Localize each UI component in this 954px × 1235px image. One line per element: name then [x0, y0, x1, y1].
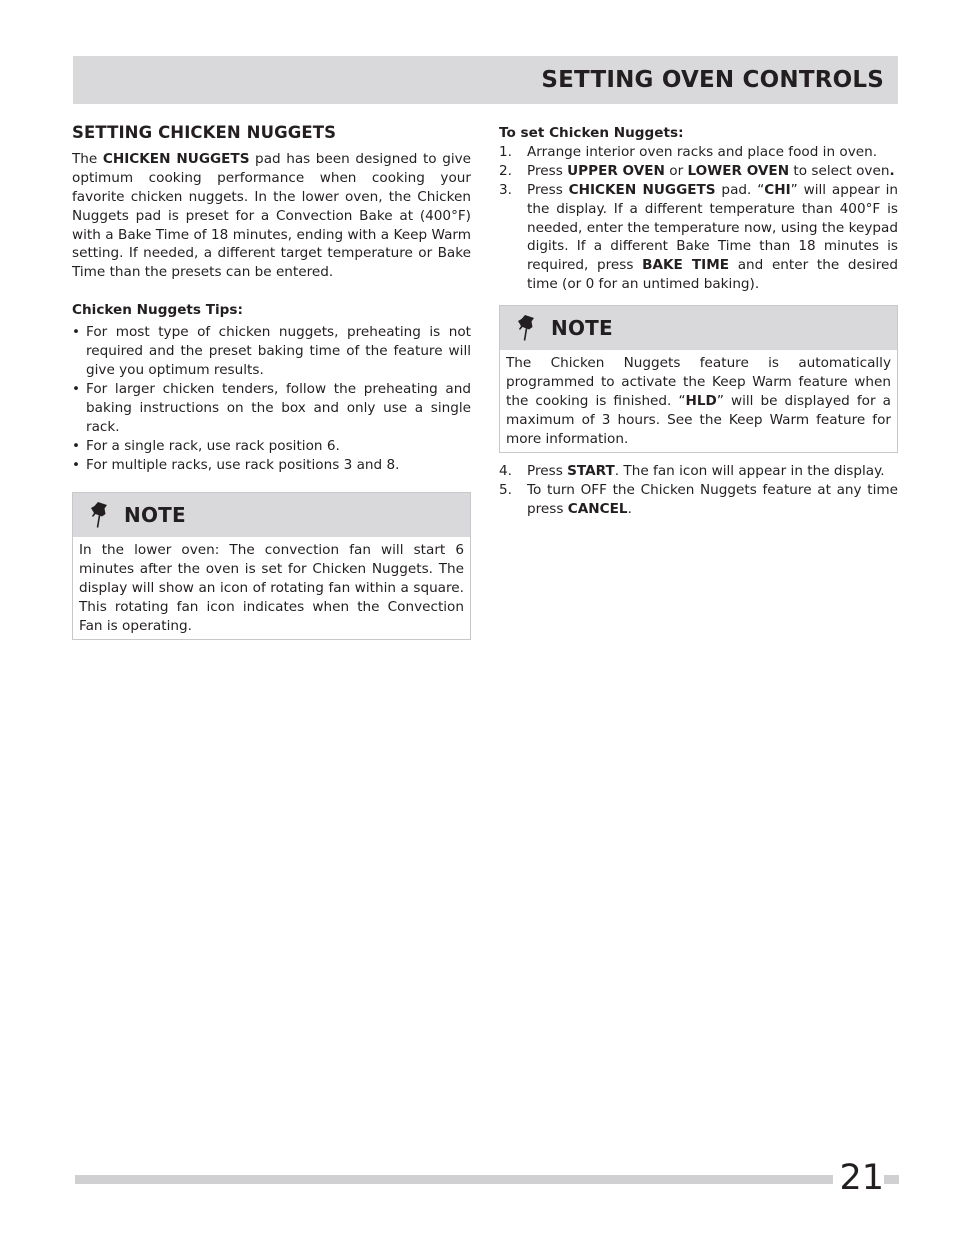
step-display-chi: CHI: [764, 181, 791, 198]
step-text: Press: [527, 162, 568, 179]
pushpin-icon: [516, 314, 538, 342]
step-text: pad. “: [715, 181, 765, 198]
list-item: • For larger chicken tenders, follow the preheating and baking instructions on the box and only use a single rack.: [72, 380, 471, 437]
step-text: Press: [527, 462, 568, 479]
list-item: [499, 162, 898, 181]
step-text: or: [664, 162, 688, 179]
steps-list: [499, 143, 898, 294]
note-header: [500, 306, 897, 350]
step-key-chicken-nuggets: CHICKEN NUGGETS: [568, 181, 716, 198]
list-item: • For multiple racks, use rack positions 3 and 8.: [72, 456, 471, 475]
step-number: 5.: [499, 481, 512, 498]
left-column: [72, 120, 471, 640]
note-display-hld: HLD: [685, 392, 717, 409]
step-text: ” will appear in the display. If a different temperature than 400°F is needed, enter the temperature now, using the keypad digits. If a different Bake Time than 18 minutes is required, press: [527, 181, 898, 274]
steps-list-continued: [499, 462, 898, 519]
footer-bar: [75, 1175, 899, 1184]
section-title: SETTING CHICKEN NUGGETS: [72, 123, 337, 142]
step-text: to select oven: [789, 162, 890, 179]
step-text: .: [627, 500, 632, 517]
list-item: [499, 481, 898, 519]
step-key-upper-oven: UPPER OVEN: [567, 162, 665, 179]
note-box-keep-warm: [499, 305, 898, 453]
step-text: To turn OFF the Chicken Nuggets feature at any time press: [527, 481, 898, 517]
note-box-convection: [72, 492, 471, 640]
list-item: [499, 181, 898, 294]
note-label: NOTE: [551, 315, 613, 340]
step-text: Press: [527, 181, 569, 198]
note-label: NOTE: [124, 502, 186, 527]
steps-title: To set Chicken Nuggets:: [499, 125, 684, 141]
list-item: [499, 462, 898, 481]
tips-title: Chicken Nuggets Tips:: [72, 302, 243, 319]
header-bar: [73, 56, 898, 104]
page-number: 21: [833, 1158, 884, 1198]
tips-list: [72, 323, 471, 474]
step-key-lower-oven: LOWER OVEN: [687, 162, 790, 179]
step-period: .: [889, 162, 895, 179]
step-text: and enter the desired time (or 0 for an untimed baking).: [527, 257, 898, 293]
step-key-bake-time: BAKE TIME: [642, 257, 730, 274]
step-number: 2.: [499, 162, 512, 179]
note-text-part: The Chicken Nuggets feature is automatically programmed to activate the Keep Warm feature when the cooking is finished. “: [506, 355, 891, 409]
note-header: [73, 493, 470, 537]
pushpin-icon: [89, 501, 111, 529]
note-text-part: ” will be displayed for a maximum of 3 hours. See the Keep Warm feature for more information.: [506, 392, 891, 447]
list-item: • For most type of chicken nuggets, preheating is not required and the preset baking time of the feature will give you optimum results.: [72, 323, 471, 380]
note-text: [500, 350, 897, 452]
list-item: • For a single rack, use rack position 6.: [72, 437, 471, 456]
intro-paragraph: [72, 150, 471, 282]
page-title: SETTING OVEN CONTROLS: [541, 67, 884, 93]
intro-bold: CHICKEN NUGGETS: [102, 150, 250, 167]
step-key-start: START: [567, 462, 615, 479]
step-text: Arrange interior oven racks and place food in oven.: [527, 143, 878, 160]
step-key-cancel: CANCEL: [567, 500, 628, 517]
intro-text: The: [72, 150, 103, 167]
list-item: [499, 143, 898, 162]
step-text: . The fan icon will appear in the display.: [614, 462, 885, 479]
intro-text-rest: pad has been designed to give optimum cooking performance when cooking your favorite chicken nuggets. In the lower oven, the Chicken Nuggets pad is preset for a Convection Bake at (400°F) with a Bake Time of 18 minutes, ending with a Keep Warm setting. If needed, a different target temperature or Bake Time than the presets can be entered.: [72, 150, 472, 281]
note-text: In the lower oven: The convection fan will start 6 minutes after the oven is set for Chicken Nuggets. The display will show an icon of rotating fan within a square. This rotating fan icon indicates when the Convection Fan is operating.: [79, 542, 464, 635]
step-number: 4.: [499, 462, 512, 479]
step-number: 3.: [499, 181, 512, 198]
step-number: 1.: [499, 143, 512, 160]
right-column: [499, 120, 898, 518]
